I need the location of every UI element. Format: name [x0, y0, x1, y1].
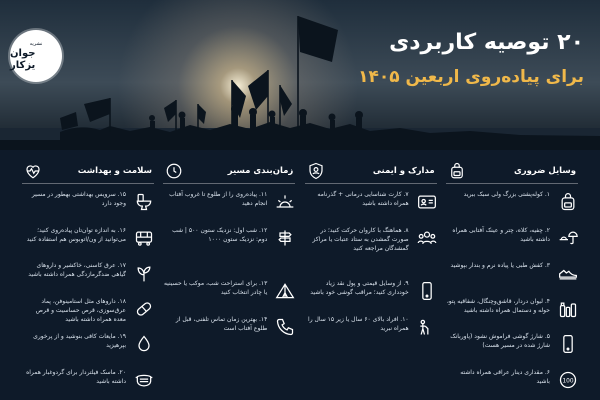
tip-item	[446, 261, 578, 295]
tip-item	[163, 279, 295, 313]
tip-text: ۱۰. افراد بالای ۶۰ سال یا زیر ۱۵ سال را همراه نبرید	[308, 315, 409, 332]
tip-text: ۹. از وسایل قیمتی و پول نقد زیاد خودداری کنید؛ مراقب گوشی خود باشید	[310, 280, 409, 296]
shoe-icon	[558, 263, 578, 283]
tip-text: ۱۲. شب اول: نزدیک ستون ۵۰۰ | شب دوم: نزدیک ستون ۱۰۰۰	[172, 226, 268, 243]
page-subtitle: برای پیاده‌روی اربعین ۱۴۰۵	[358, 67, 584, 87]
phone-icon	[558, 334, 578, 354]
bottles-icon	[558, 299, 578, 319]
svg-text:100: 100	[562, 378, 574, 384]
id-card-icon	[417, 192, 437, 212]
tip-text: ۳. کفش طبی یا پیاده نرم و بندار بپوشید	[450, 262, 550, 269]
tip-text: ۸. هماهنگ با کاروان حرکت کنید؛ در صورت گمشدن به ستاد عتبات یا مراکز گمشدگان مراجعه کنید	[312, 226, 409, 252]
column-health	[22, 158, 154, 394]
backpack-icon	[448, 162, 466, 180]
tip-text: ۱۷. عرق کاسنی، خاکشیر و داروهای گیاهی ضدگرمازدگی همراه داشته باشید	[28, 262, 126, 278]
tip-item	[22, 332, 154, 366]
group-icon	[417, 228, 437, 248]
tip-item	[305, 190, 437, 224]
column-header	[163, 158, 295, 184]
tip-item	[22, 261, 154, 295]
tip-item	[446, 332, 578, 366]
title-block	[344, 28, 584, 90]
hero-banner	[0, 0, 600, 150]
tip-item	[446, 226, 578, 260]
tip-item	[305, 315, 437, 349]
column-header	[305, 158, 437, 184]
logo-line2: جوان یزکار	[10, 47, 36, 71]
tip-text: ۱۱. پیاده‌روی را از طلوع تا غروب آفتاب انجام دهید	[169, 191, 268, 207]
column-title: مدارک و ایمنی	[372, 165, 435, 176]
tip-item	[305, 279, 437, 313]
signpost-icon	[275, 228, 295, 248]
tip-item	[22, 190, 154, 224]
phone-call-icon	[275, 317, 295, 337]
shield-icon	[307, 162, 325, 180]
tip-text: ۱۸. داروهای مثل استامینوفن، پماد عرق‌سوزی، قرص حساسیت و قرص معده همراه داشته باشید	[35, 297, 126, 323]
tip-text: ۵. شارژ گوشی فراموش نشود (پاوربانک شارژ شده در مسیر هست)	[450, 333, 550, 349]
tip-text: ۲۰. ماسک فیلتردار برای گردوغبار همراه داشته باشید	[26, 368, 126, 385]
column-title: سلامت و بهداشت	[77, 165, 152, 176]
age-icon	[417, 317, 437, 337]
column-essentials	[446, 158, 578, 394]
column-header	[22, 158, 154, 184]
tip-text: ۷. کارت شناسایی درمانی + گذرنامه همراه داشته باشید	[317, 191, 409, 207]
tip-text: ۱۴. بهترین زمان تماس تلفنی، قبل از طلوع آفتاب است	[175, 315, 268, 332]
tip-item	[22, 297, 154, 331]
page-title: ۲۰ توصیه کاربردی	[389, 30, 584, 55]
tip-item	[305, 226, 437, 278]
sunrise-icon	[275, 192, 295, 212]
column-documents	[305, 158, 437, 394]
tip-item	[446, 368, 578, 400]
column-header	[446, 158, 578, 184]
tip-item	[446, 190, 578, 224]
tip-text: ۱۳. برای استراحت شب، موکب یا حسینیه یا چادر انتخاب کنید	[163, 280, 268, 296]
tip-text: ۴. لیوان دردار، قاشق‌وچنگال، شفاقیه پتو، حوله و دستمال همراه داشته باشید	[446, 297, 550, 314]
column-title: زمان‌بندی مسیر	[227, 165, 294, 176]
tent-icon	[275, 281, 295, 301]
tip-text: ۲. چفیه، کلاه، چتر و عینک آفتابی همراه داشته باشید	[452, 226, 550, 243]
tip-item	[163, 315, 295, 349]
tip-text: ۱۹. مایعات کافی بنوشید و از پرخوری بپرهیزید	[33, 333, 126, 349]
mask-icon	[134, 370, 154, 390]
herb-icon	[134, 263, 154, 283]
publication-logo	[10, 30, 62, 82]
backpack-icon	[558, 192, 578, 212]
tip-text: ۱۵. سرویس بهداشتی بهطور در مسیر وجود دارد	[31, 191, 126, 207]
toilet-icon	[134, 192, 154, 212]
tip-item	[22, 368, 154, 400]
tip-text: ۶. مقداری دینار عراقی همراه داشته باشید	[460, 368, 550, 385]
bus-icon	[134, 228, 154, 248]
tip-item	[163, 190, 295, 224]
tip-item	[446, 297, 578, 331]
drop-icon	[134, 334, 154, 354]
clock-icon	[165, 162, 183, 180]
column-title: وسایل ضروری	[513, 165, 576, 176]
tips-columns	[22, 158, 578, 394]
column-timing	[163, 158, 295, 394]
hat-umbrella-icon	[558, 228, 578, 248]
tip-item	[22, 226, 154, 260]
tip-text: ۱۶. به اندازه توان‌تان پیاده‌روی کنید؛ می‌توانید از ون/اتوبوس هم استفاده کنید	[26, 226, 126, 243]
heartbeat-icon	[24, 162, 42, 180]
phone-icon	[417, 281, 437, 301]
logo-line1: نشریه	[29, 40, 43, 47]
tip-item	[163, 226, 295, 278]
money-icon	[558, 370, 578, 390]
pill-icon	[134, 299, 154, 319]
tip-text: ۱. کوله‌پشتی بزرگ ولی سبک ببرید	[463, 191, 550, 198]
